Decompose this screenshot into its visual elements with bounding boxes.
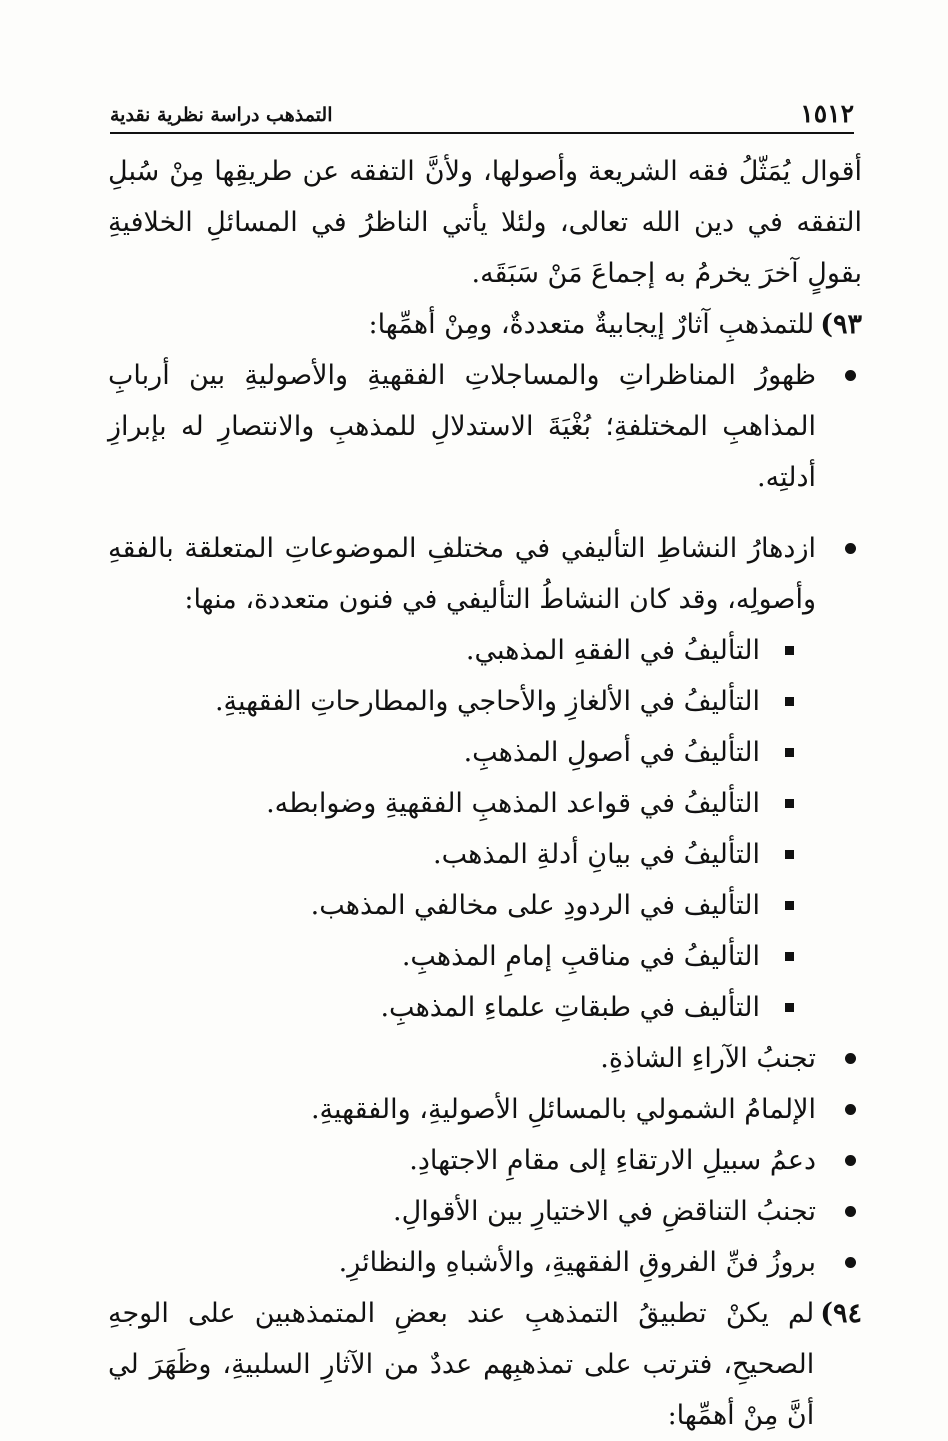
bullet-icon [844, 1237, 856, 1288]
square-bullet-icon [784, 778, 794, 829]
sub-list-item [108, 625, 816, 676]
list-item-text: تجنبُ التناقضِ في الاختيارِ بين الأقوالِ. [393, 1196, 816, 1227]
list-item [108, 1135, 862, 1186]
sub-list-item [108, 880, 816, 931]
square-bullet-icon [784, 727, 794, 778]
list-item [108, 1033, 862, 1084]
list-item [108, 350, 862, 503]
list-item-text: تجنبُ الآراءِ الشاذةِ. [600, 1043, 816, 1074]
page-header [110, 96, 854, 134]
item-text: للتمذهبِ آثارٌ إيجابيةٌ متعددةٌ، ومِنْ أهمِّها: [368, 309, 815, 340]
sub-list-item-text: التأليفُ في قواعد المذهبِ الفقهيةِ وضوابطه. [266, 788, 760, 819]
numbered-item-94 [108, 1288, 862, 1441]
list-item-text: دعمُ سبيلِ الارتقاءِ إلى مقامِ الاجتهادِ. [409, 1145, 816, 1176]
item-number: ٩٣) [820, 309, 862, 340]
list-item-text: بروزُ فنِّ الفروقِ الفقهيةِ، والأشباهِ والنظائرِ. [338, 1247, 816, 1278]
bullet-icon [844, 350, 856, 401]
item-number: ٩٤) [820, 1298, 862, 1329]
bullet-icon [844, 523, 856, 574]
sub-list-item [108, 727, 816, 778]
square-bullet-icon [784, 931, 794, 982]
sub-list-item [108, 931, 816, 982]
sub-list-item-text: التأليفُ في أصولِ المذهبِ. [463, 737, 760, 768]
square-bullet-icon [784, 982, 794, 1033]
square-bullet-icon [784, 829, 794, 880]
bullet-icon [844, 1135, 856, 1186]
square-bullet-icon [784, 676, 794, 727]
sub-list-item-text: التأليفُ في الألغازِ والأحاجي والمطارحاتِ الفقهيةِ. [214, 686, 760, 717]
sub-list-item [108, 829, 816, 880]
sub-list-item-text: التأليفُ في مناقبِ إمامِ المذهبِ. [401, 941, 760, 972]
list-item-text: ظهورُ المناظراتِ والمساجلاتِ الفقهيةِ والأصوليةِ بين أربابِ المذاهبِ المختلفةِ؛ بُغْيَةَ الاستدلالِ للمذهبِ والانتصارِ له بإبرازِ أدلتِه. [108, 360, 816, 493]
bullet-icon [844, 1033, 856, 1084]
page-body [108, 146, 862, 1441]
sub-list-item-text: التأليفُ في الفقهِ المذهبي. [465, 635, 760, 666]
square-bullet-icon [784, 625, 794, 676]
sub-list-item-text: التأليفُ في بيانِ أدلةِ المذهب. [433, 839, 760, 870]
bullet-icon [844, 1084, 856, 1135]
sub-list-item [108, 778, 816, 829]
page-number: ١٥١٢ [800, 99, 854, 128]
bullet-icon [844, 1186, 856, 1237]
sub-list-item [108, 982, 816, 1033]
sub-list-item-text: التأليف في الردودِ على مخالفي المذهب. [310, 890, 760, 921]
intro-paragraph: أقوال يُمَثّلُ فقه الشريعة وأصولها، ولأنَّ التفقه عن طريقِها مِنْ سُبلِ التفقه في دين الله تعالى، ولئلا يأتي الناظرُ في المسائلِ الخلافيةِ بقولٍ آخرَ يخرمُ به إجماعَ مَنْ سَبَقَه. [108, 156, 862, 289]
authoring-fields-list [108, 625, 816, 1033]
list-item [108, 1084, 862, 1135]
list-item [108, 523, 862, 1033]
sub-list-item [108, 676, 816, 727]
running-title: التمذهب دراسة نظرية نقدية [110, 104, 333, 126]
list-item-text: الإلمامُ الشمولي بالمسائلِ الأصوليةِ، والفقهيةِ. [310, 1094, 816, 1125]
item-text: لم يكنْ تطبيقُ التمذهبِ عند بعضِ المتمذهبين على الوجهِ الصحيحِ، فترتب على تمذهبِهم عددٌ من الآثارِ السلبيةِ، وظَهَرَ لي أنَّ مِنْ أهمِّها: [108, 1298, 815, 1431]
square-bullet-icon [784, 880, 794, 931]
sub-list-item-text: التأليف في طبقاتِ علماءِ المذهبِ. [380, 992, 760, 1023]
list-item-text: ازدهارُ النشاطِ التأليفي في مختلفِ الموضوعاتِ المتعلقة بالفقهِ وأصولِه، وقد كان النشاطُ التأليفي في فنون متعددة، منها: [108, 533, 816, 615]
positive-effects-list [108, 350, 862, 1288]
list-item [108, 1237, 862, 1288]
numbered-item-93 [108, 299, 862, 350]
list-item [108, 1186, 862, 1237]
